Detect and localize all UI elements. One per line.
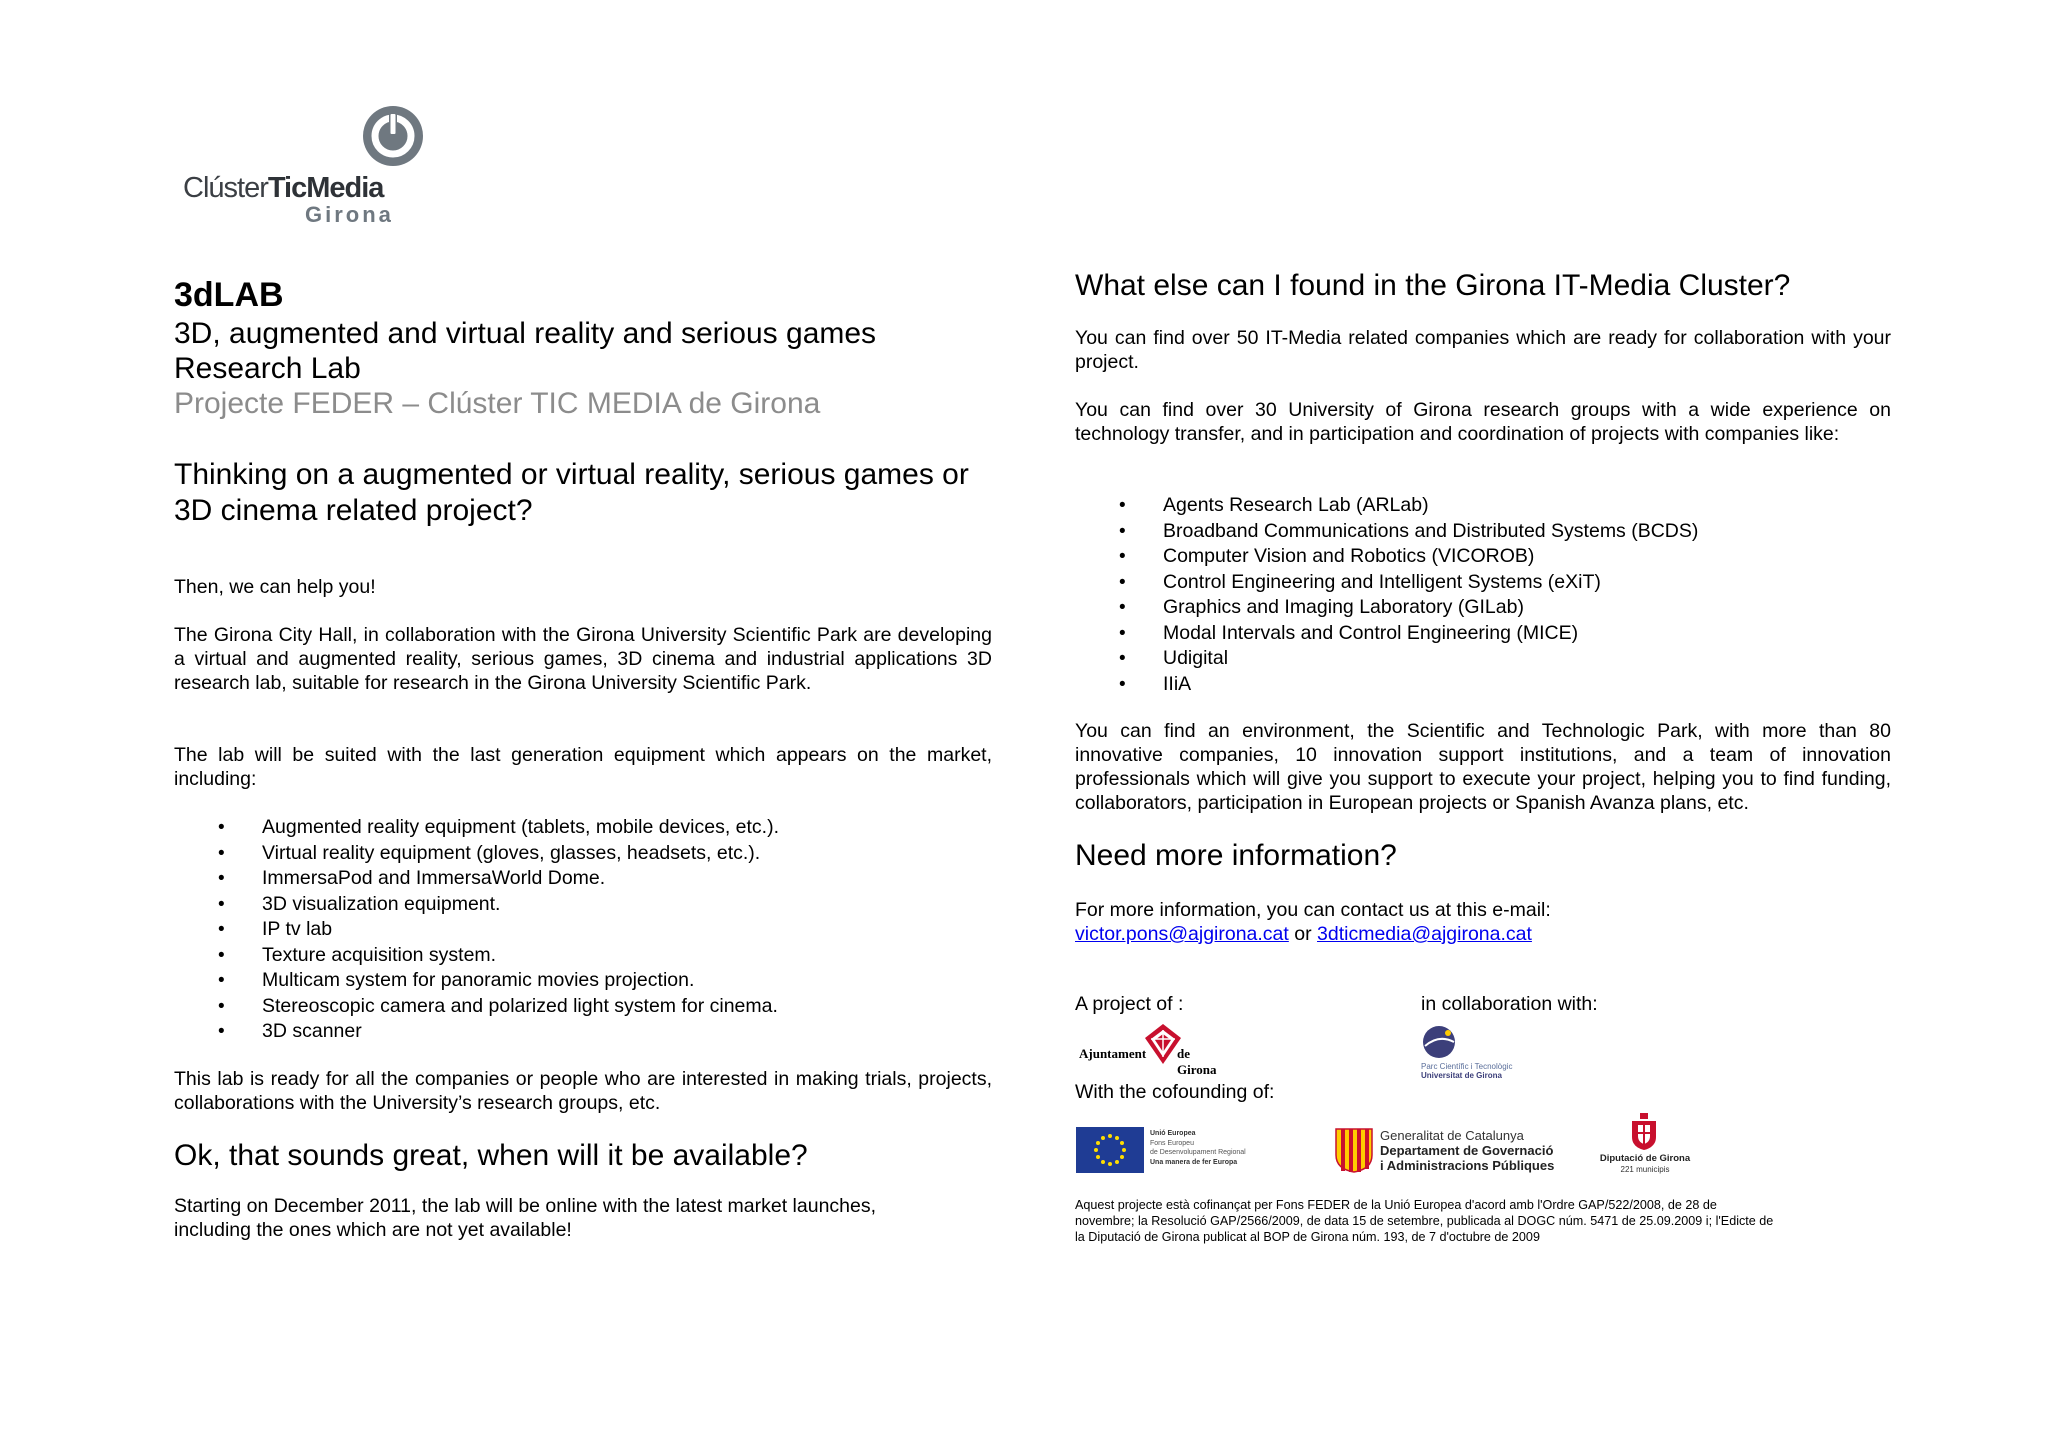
email-link-3dticmedia[interactable]: 3dticmedia@ajgirona.cat xyxy=(1317,923,1532,945)
cofinancing-footnote: Aquest projecte està cofinançat per Fons FEDER de la Unió Europea d'acord amb l'Ordre GAP/522/2008, de 28 de novembre; la Resolució GAP/2566/2009, de data 15 de setembre, publicada al DOGC núm. 5471 de 25.09.2009 i; l'Edicte de la Diputació de Girona publicat al BOP de Girona núm. 193, de 7 d'octubre de 2009 xyxy=(1075,1198,1774,1244)
paragraph-help: Then, we can help you! xyxy=(174,576,376,598)
parc-globe-icon xyxy=(1421,1024,1457,1060)
heading-what-else: What else can I found in the Girona IT-Media Cluster? xyxy=(1075,269,1791,302)
equipment-list xyxy=(174,815,992,1045)
logo-brand-sub: Girona xyxy=(305,202,394,227)
project-of-label: A project of : xyxy=(1075,993,1184,1015)
logo-brand-text: ClústerTicMedia xyxy=(183,172,384,204)
question-line2: 3D cinema related project? xyxy=(174,494,533,527)
paragraph-start-line2: including the ones which are not yet available! xyxy=(174,1219,572,1241)
list-item: • IP tv lab xyxy=(174,917,992,943)
subtitle-line2: Research Lab xyxy=(174,352,361,385)
list-item: • ImmersaPod and ImmersaWorld Dome. xyxy=(174,866,992,892)
power-icon xyxy=(361,104,425,168)
ajuntament-girona-logo: Ajuntament de Girona xyxy=(1079,1022,1229,1068)
cluster-ticmedia-logo xyxy=(183,104,443,228)
cofounding-label: With the cofounding of: xyxy=(1075,1081,1275,1103)
diputacio-shield-icon xyxy=(1629,1113,1659,1151)
list-item: • 3D scanner xyxy=(174,1019,992,1045)
research-groups-list xyxy=(1075,493,1891,697)
paragraph-ready: This lab is ready for all the companies or people who are interested in making trials, projects, collaborations with the University’s research groups, etc. xyxy=(174,1068,992,1114)
collaboration-label: in collaboration with: xyxy=(1421,993,1598,1015)
paragraph-city-hall: The Girona City Hall, in collaboration with the Girona University Scientific Park are developing a virtual and augmented reality, serious games, 3D cinema and industrial applications 3D research lab, suitable for research in the Girona University Scientific Park. xyxy=(174,624,992,694)
list-item: • Stereoscopic camera and polarized light system for cinema. xyxy=(174,994,992,1020)
contact-emails xyxy=(1075,922,1532,946)
list-item: • Control Engineering and Intelligent Systems (eXiT) xyxy=(1075,570,1891,596)
list-item: • 3D visualization equipment. xyxy=(174,892,992,918)
list-item: • Graphics and Imaging Laboratory (GILab) xyxy=(1075,595,1891,621)
catalonia-shield-icon xyxy=(1334,1127,1374,1173)
heading-more-info: Need more information? xyxy=(1075,839,1397,872)
list-item: • Broadband Communications and Distributed Systems (BCDS) xyxy=(1075,519,1891,545)
paragraph-environment: You can find an environment, the Scientific and Technologic Park, with more than 80 innovative companies, 10 innovation support institutions, and a team of innovation professionals which will give you support to execute your project, helping you to find funding, collaborators, participation in European projects or Spanish Avanza plans, etc. xyxy=(1075,720,1891,814)
list-item: • IIiA xyxy=(1075,672,1891,698)
paragraph-start-line1: Starting on December 2011, the lab will be online with the latest market launches, xyxy=(174,1195,877,1217)
list-item: • Augmented reality equipment (tablets, mobile devices, etc.). xyxy=(174,815,992,841)
project-line: Projecte FEDER – Clúster TIC MEDIA de Girona xyxy=(174,387,821,420)
heading-available: Ok, that sounds great, when will it be available? xyxy=(174,1139,808,1172)
paragraph-companies: You can find over 50 IT-Media related companies which are ready for collaboration with your project. xyxy=(1075,327,1891,373)
page-title: 3dLAB xyxy=(174,276,284,314)
diputacio-girona-logo: Diputació de Girona 221 municipis xyxy=(1595,1113,1695,1175)
eu-feder-logo: Unió Europea Fons Europeu de Desenvolupament Regional Una manera de fer Europa xyxy=(1076,1127,1258,1173)
eu-flag-icon xyxy=(1076,1127,1144,1173)
list-item: • Virtual reality equipment (gloves, glasses, headsets, etc.). xyxy=(174,841,992,867)
subtitle-line1: 3D, augmented and virtual reality and serious games xyxy=(174,317,877,350)
list-item: • Computer Vision and Robotics (VICOROB) xyxy=(1075,544,1891,570)
or-text: or xyxy=(1288,923,1318,945)
list-item: • Multicam system for panoramic movies projection. xyxy=(174,968,992,994)
question-line1: Thinking on a augmented or virtual reality, serious games or xyxy=(174,458,969,491)
list-item: • Udigital xyxy=(1075,646,1891,672)
generalitat-logo: Generalitat de Catalunya Departament de Governació i Administracions Públiques xyxy=(1334,1127,1584,1175)
parc-cientific-logo: Parc Científic i Tecnològic Universitat de Girona xyxy=(1421,1024,1531,1080)
paragraph-contact: For more information, you can contact us at this e-mail: xyxy=(1075,899,1551,921)
list-item: • Modal Intervals and Control Engineering (MICE) xyxy=(1075,621,1891,647)
list-item: • Agents Research Lab (ARLab) xyxy=(1075,493,1891,519)
email-link-victor[interactable]: victor.pons@ajgirona.cat xyxy=(1075,923,1289,945)
list-item: • Texture acquisition system. xyxy=(174,943,992,969)
paragraph-research-groups: You can find over 30 University of Girona research groups with a wide experience on technology transfer, and in participation and coordination of projects with companies like: xyxy=(1075,399,1891,445)
paragraph-lab-equipment: The lab will be suited with the last generation equipment which appears on the market, including: xyxy=(174,744,992,790)
